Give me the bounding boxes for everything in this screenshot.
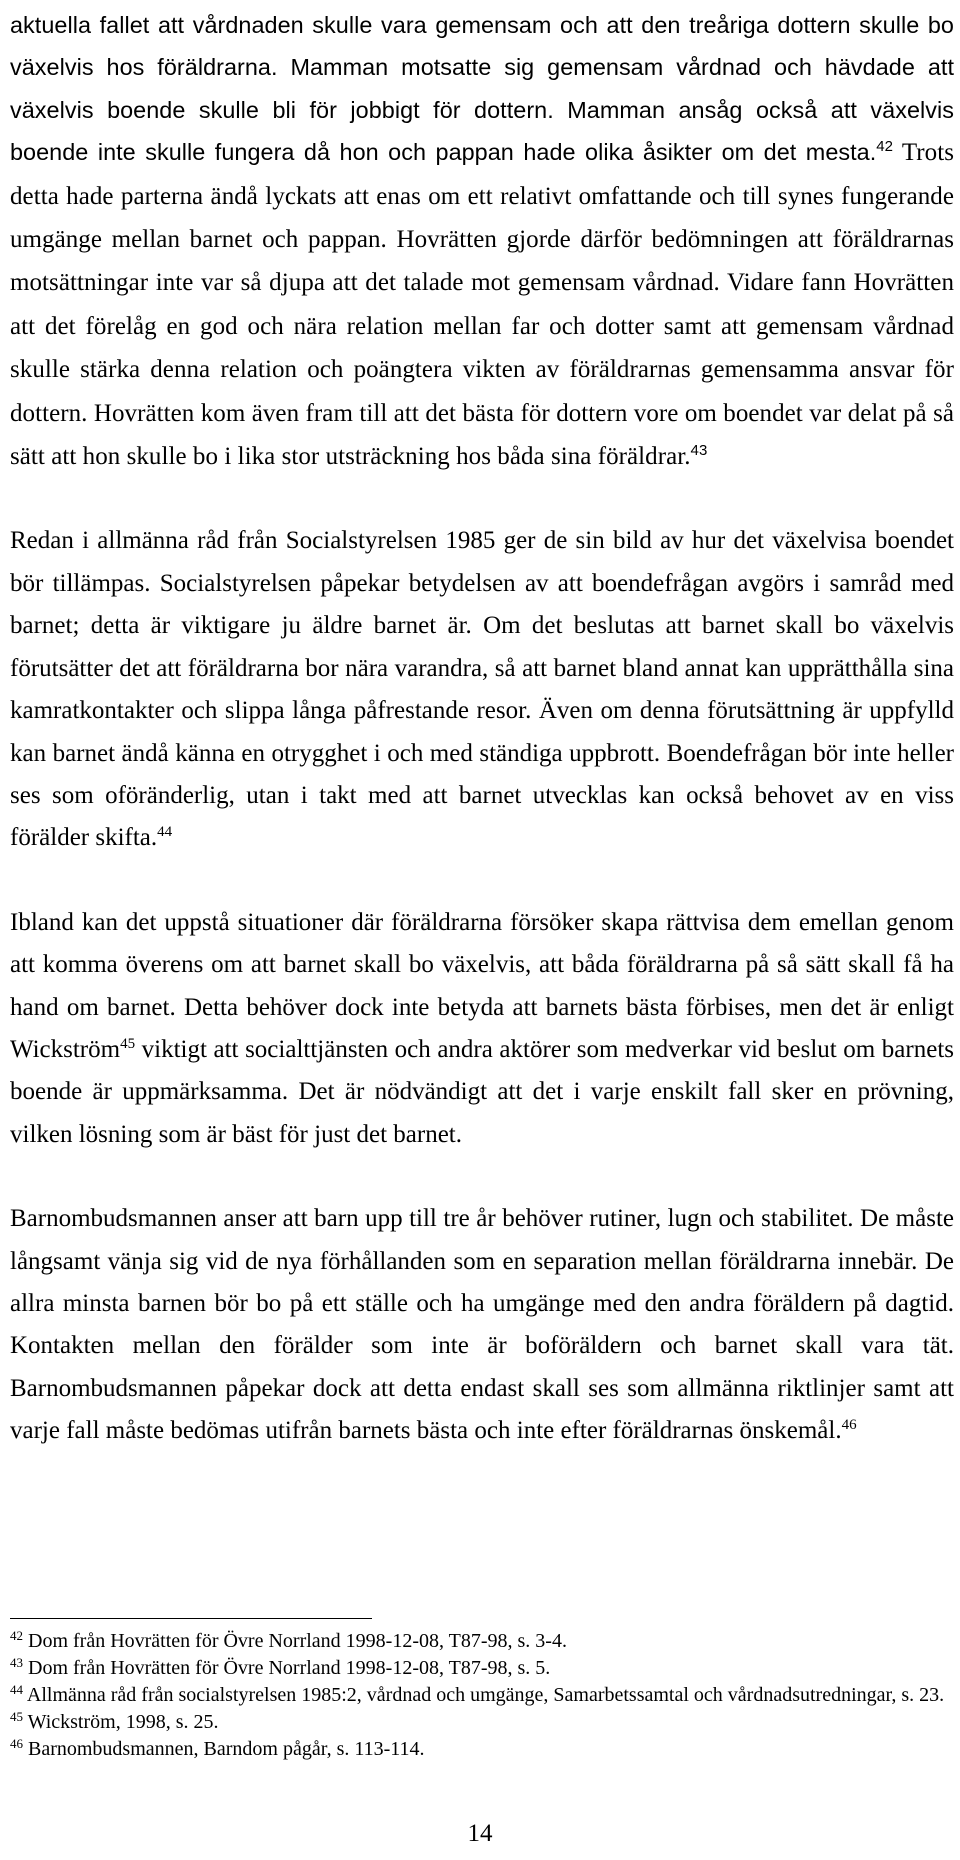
- footnote-number: 46: [10, 1735, 23, 1751]
- footnote-ref-46[interactable]: 46: [841, 1417, 857, 1434]
- paragraph-text: Ibland kan det uppstå situationer där föräldrarna försöker skapa rättvisa dem emellan genom att komma överens om att barnet skall bo växelvis, att båda föräldrarna på så sätt skall få ha hand om barnet. Detta behöver dock inte betyda att barnets bästa förbises, men det är enligt Wickström: [10, 908, 954, 1063]
- paragraph-court-ruling: [10, 4, 954, 478]
- footnote-number: 42: [10, 1627, 23, 1643]
- footnote-ref-42[interactable]: 42: [876, 138, 894, 156]
- footnote-44: [10, 1682, 954, 1709]
- footnote-ref-43[interactable]: 43: [690, 442, 708, 460]
- footnote-number: 45: [10, 1708, 23, 1724]
- paragraph-barnombudsmannen: [10, 1198, 954, 1452]
- footnote-42: [10, 1628, 954, 1655]
- paragraph-text: Barnombudsmannen anser att barn upp till tre år behöver rutiner, lugn och stabilitet. De måste långsamt vänja sig vid de nya förhållanden som en separation mellan föräldrarna innebär. De allra minsta barnen bör bo på ett ställe och ha umgänge med den andra föräldern på dagtid. Kontakten mellan den förälder som inte är boföräldern och barnet skall vara tät. Barnombudsmannen påpekar dock att detta endast skall ses som allmänna riktlinjer samt att varje fall måste bedömas utifrån barnets bästa och inte efter föräldrarnas önskemål.: [10, 1205, 954, 1445]
- paragraph-wickstrom: [10, 902, 954, 1156]
- footnote-ref-44[interactable]: 44: [157, 824, 173, 841]
- footnote-text: Dom från Hovrätten för Övre Norrland 1998-12-08, T87-98, s. 3-4.: [23, 1630, 567, 1652]
- footnote-text: Dom från Hovrätten för Övre Norrland 1998-12-08, T87-98, s. 5.: [23, 1657, 551, 1679]
- paragraph-text: aktuella fallet att vårdnaden skulle vara gemensam och att den treåriga dottern skulle bo växelvis hos föräldrarna. Mamman motsatte sig gemensam vårdnad och hävdade att växelvis boende skulle bli för jobbigt för dottern. Mamman ansåg också att växelvis boende inte skulle fungera då hon och pappan hade olika åsikter om det mesta.: [10, 12, 954, 166]
- paragraph-socialstyrelsen: [10, 520, 954, 859]
- footnote-text: Allmänna råd från socialstyrelsen 1985:2, vårdnad och umgänge, Samarbetssamtal och vårdnadsutredningar, s. 23.: [23, 1684, 945, 1706]
- footnote-text: Barnombudsmannen, Barndom pågår, s. 113-114.: [23, 1738, 425, 1760]
- footnote-separator: [10, 1618, 372, 1619]
- paragraph-text: Redan i allmänna råd från Socialstyrelsen 1985 ger de sin bild av hur det växelvisa boendet bör tillämpas. Socialstyrelsen påpekar betydelsen av att boendefrågan avgörs i samråd med barnet; detta är viktigare ju äldre barnet är. Om det beslutas att barnet skall bo växelvis förutsätter det att föräldrarna bor nära varandra, så att barnet bland annat kan upprätthålla sina kamratkontakter och slippa långa påfrestande resor. Även om denna förutsättning är uppfylld kan barnet ändå känna en otrygghet i och med ständiga uppbrott. Boendefrågan bör inte heller ses som oföränderlig, utan i takt med att barnet utvecklas kan också behovet av en viss förälder skifta.: [10, 527, 954, 852]
- paragraph-text-continued: viktigt att socialttjänsten och andra aktörer som medverkar vid beslut om barnets boende är uppmärksamma. Det är nödvändigt att det i varje enskilt fall sker en prövning, vilken lösning som är bäst för just det barnet.: [10, 1035, 954, 1148]
- footnote-ref-45[interactable]: 45: [120, 1035, 136, 1052]
- footnote-text: Wickström, 1998, s. 25.: [23, 1711, 219, 1733]
- page-number: 14: [467, 1820, 493, 1847]
- paragraph-text-continued: Trots detta hade parterna ändå lyckats att enas om ett relativt omfattande och till synes fungerande umgänge mellan barnet och pappan. Hovrätten gjorde därför bedömningen att föräldrarnas motsättningar inte var så djupa att det talade mot gemensam vårdnad. Vidare fann Hovrätten att det förelåg en god och nära relation mellan far och dotter samt att gemensam vårdnad skulle stärka denna relation och poängtera vikten av föräldrarnas gemensamma ansvar för dottern. Hovrätten kom även fram till att det bästa för dottern vore om boendet var delat på så sätt att hon skulle bo i lika stor utsträckning hos båda sina föräldrar.: [10, 139, 954, 471]
- footnote-43: [10, 1655, 954, 1682]
- footnote-46: [10, 1736, 954, 1763]
- body-text: [10, 4, 954, 1453]
- footnote-number: 44: [10, 1681, 23, 1697]
- footnotes: [10, 1628, 954, 1763]
- footnote-45: [10, 1709, 954, 1736]
- footnote-number: 43: [10, 1654, 23, 1670]
